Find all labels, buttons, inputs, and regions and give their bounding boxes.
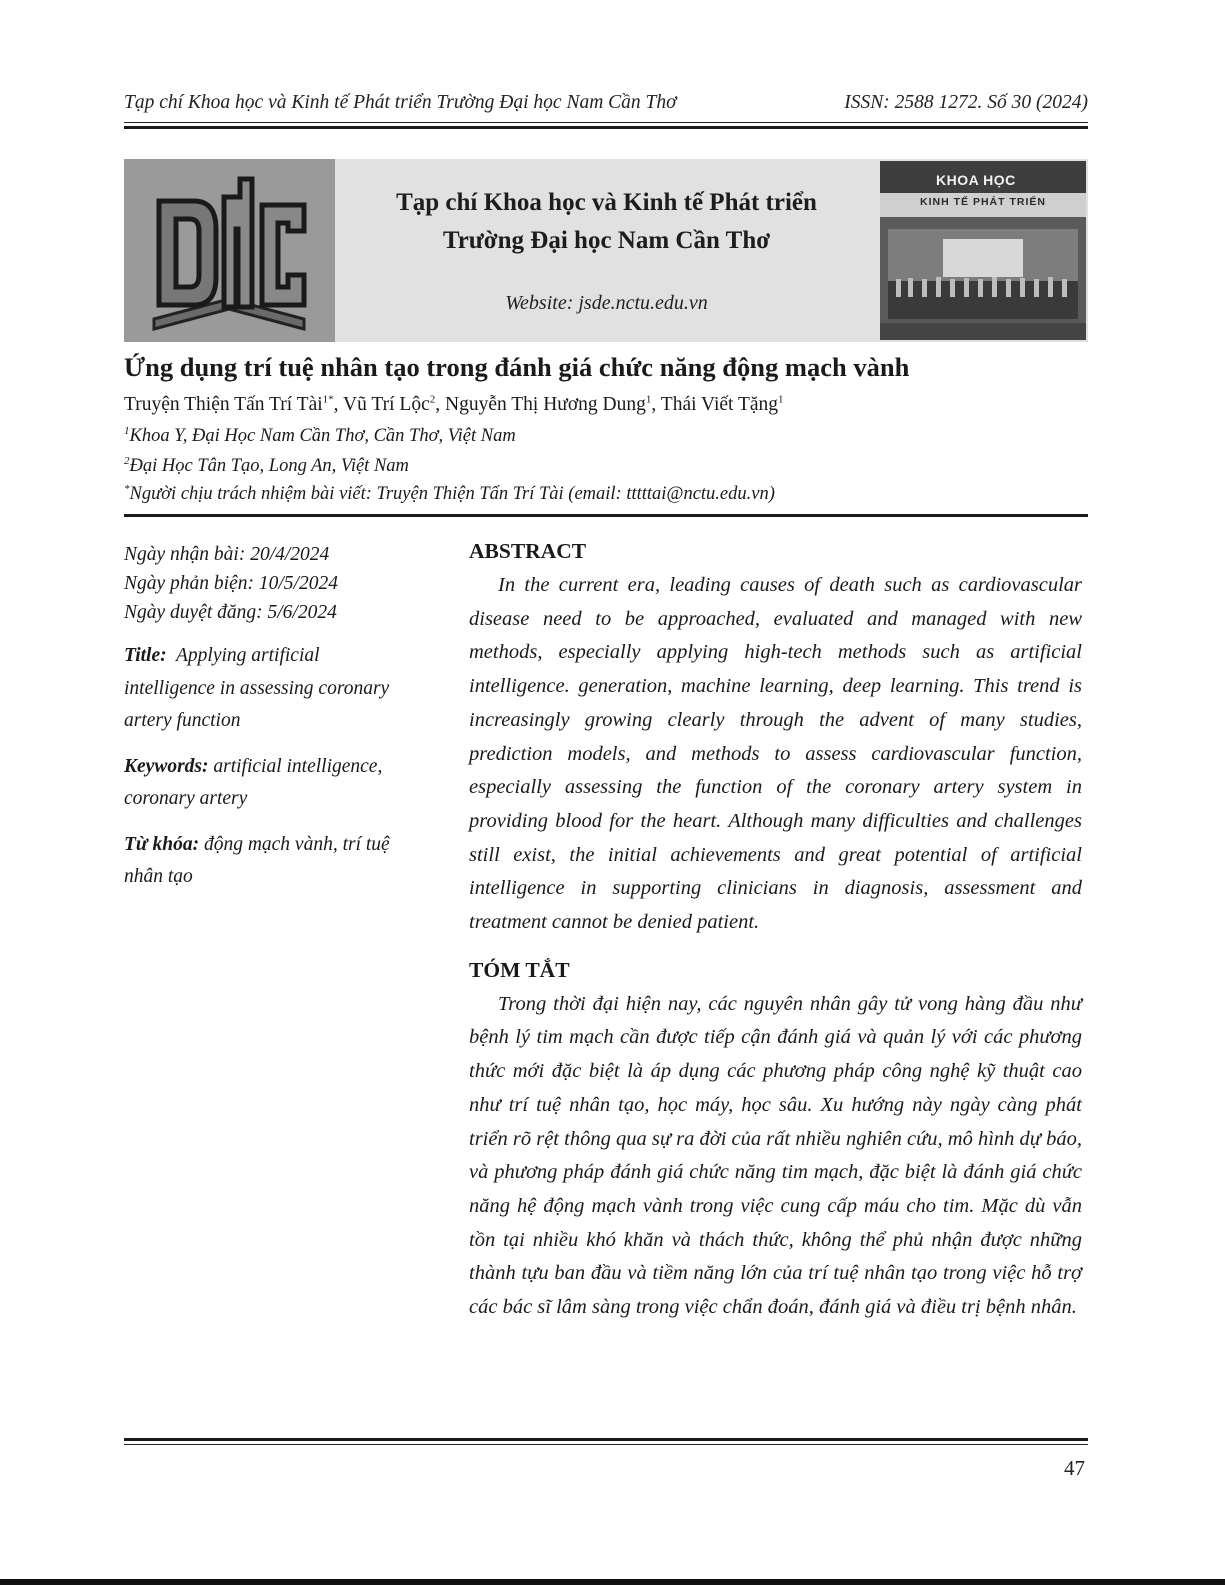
cover-subtitle-text: KINH TẾ PHÁT TRIỂN [920,196,1046,208]
author-list [124,394,784,416]
tomtat-text: Trong thời đại hiện nay, các nguyên nhân gây tử vong hàng đầu như bệnh lý tim mạch cần được tiếp cận đánh giá và quản lý với các phương thức mới đặc biệt là áp dụng các phương pháp công nghệ kỹ thuật cao như trí tuệ nhân tạo, học máy, học sâu. Xu hướng này ngày càng phát triển rõ rệt thông qua sự ra đời của rất nhiều nghiên cứu, mô hình dự báo, và phương pháp đánh giá chức năng tim mạch, đặc biệt là đánh giá chức năng hệ động mạch vành trong việc cung cấp máu cho tim. Mặc dù vẫn tồn tại nhiều khó khăn và thách thức, không thể phủ nhận được những thành tựu ban đầu và tiềm năng lớn của trí tuệ nhân tạo trong việc hỗ trợ các bác sĩ lâm sàng trong việc chẩn đoán, đánh giá và điều trị bệnh nhân. [469,992,1082,1319]
journal-banner [124,159,1088,342]
cover-brand-text: KHOA HỌC [936,172,1016,188]
review-date: Ngày phản biện: 10/5/2024 [124,573,338,594]
dnc-logo-icon [124,159,335,342]
keywords-label: Keywords: [124,755,209,777]
banner-title-line-1: Tạp chí Khoa học và Kinh tế Phát triển [396,189,817,216]
footer-rule-thin [124,1444,1088,1445]
tukhoa-value: động mạch vành, trí tuệ nhân tạo [124,833,390,887]
paper-title: Ứng dụng trí tuệ nhân tạo trong đánh giá chức năng động mạch vành [124,352,910,382]
running-header-journal: Tạp chí Khoa học và Kinh tế Phát triển Trường Đại học Nam Cần Thơ [124,92,677,113]
banner-website[interactable]: Website: jsde.nctu.edu.vn [505,292,708,314]
affiliation-text: Khoa Y, Đại Học Nam Cần Thơ, Cần Thơ, Việt Nam [129,426,516,446]
english-title-label: Title: [124,645,167,666]
tomtat-heading: TÓM TẮT [469,957,570,982]
abstract-text: In the current era, leading causes of death such as cardiovascular disease need to be approached, evaluated and managed with new methods, especially applying high-tech methods such as artificial intelligence. generation, machine learning, deep learning. This trend is increasingly growing clearly through the advent of many studies, prediction models, and methods to assess cardiovascular function, especially assessing the function of the coronary artery system in providing blood for the heart. Although many difficulties and challenges still exist, the initial achievements and great potential of artificial intelligence in supporting clinicians in diagnosis, assessment and treatment cannot be denied patient. [469,574,1082,934]
running-header-issn: ISSN: 2588 1272. Số 30 (2024) [844,92,1088,113]
author-name: Thái Viết Tặng [660,394,779,415]
header-rule-thick [124,126,1088,129]
footer-rule-thick [124,1438,1088,1441]
author-affiliation-mark: 1* [322,393,334,406]
author-affiliation-mark: 1 [778,393,784,406]
affiliation-text: Đại Học Tân Tạo, Long An, Việt Nam [129,456,409,476]
abstract-column [469,538,1082,1325]
page-number: 47 [1064,1456,1085,1480]
keywords-block [124,751,394,816]
author-separator: , [333,394,344,415]
banner-title-line-2: Trường Đại học Nam Cần Thơ [442,227,771,254]
english-title-value: Applying artificial intelligence in assessing coronary artery function [124,645,390,731]
corresponding-text: Người chịu trách nhiệm bài viết: Truyện Thiện Tấn Trí Tài (email: tttttai@nctu.edu.vn) [129,484,775,504]
author-name: Nguyễn Thị Hương Dung [444,394,646,415]
cover-photo [888,229,1078,319]
corresponding-mark: * [124,482,130,495]
title-block-rule [124,514,1088,517]
author-name: Truyện Thiện Tấn Trí Tài [124,394,323,415]
affiliation-1 [124,426,516,447]
author-affiliation-mark: 2 [429,393,436,406]
received-date: Ngày nhận bài: 20/4/2024 [124,544,330,565]
scan-edge [0,1579,1225,1585]
author-name: Vũ Trí Lộc [343,394,430,415]
article-metadata [124,540,394,894]
author-affiliation-mark: 1 [645,393,652,406]
cover-footer-band [880,323,1086,340]
accept-date: Ngày duyệt đăng: 5/6/2024 [124,602,337,623]
english-title-block [124,640,394,738]
author-separator: , [435,394,445,415]
header-rule-thin [124,122,1088,123]
affiliation-2 [124,456,409,477]
keywords-value: artificial intelligence, coronary artery [124,755,383,809]
affiliation-mark: 1 [124,424,130,437]
tukhoa-block [124,829,394,894]
journal-cover-image [880,161,1086,340]
affiliation-mark: 2 [124,454,130,467]
corresponding-author [124,484,775,505]
tukhoa-label: Từ khóa: [124,833,200,855]
banner-journal-title [335,184,878,260]
author-separator: , [651,394,661,415]
abstract-heading: ABSTRACT [469,539,587,563]
